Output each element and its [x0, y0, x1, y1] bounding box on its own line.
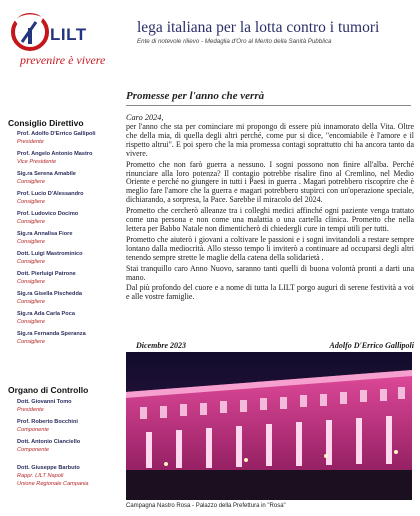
member-name: Dott. Pierluigi Patrone — [17, 271, 76, 277]
member-name: Dott. Giuseppe Barbuto — [17, 465, 80, 471]
photo-caption: Campagna Nastro Rosa - Palazzo della Prefettura in "Rosa" — [126, 503, 286, 509]
member-name: Prof. Adolfo D'Errico Gallipoli — [17, 131, 96, 137]
direttivo-heading: Consiglio Direttivo — [8, 118, 84, 128]
board-member — [17, 290, 82, 306]
member-name: Prof. Roberto Bocchini — [17, 419, 78, 425]
member-role: Consigliere — [17, 299, 45, 305]
letter-paragraph: Dal più profondo del cuore e a nome di tutta la LILT porgo auguri di serene festività a voi e alle vostre famiglie. — [126, 283, 414, 302]
letter-paragraph: Prometto che cercherò alleanze tra i colleghi medici affinché ogni paziente venga trattato come una persona e non come una malattia o una cartella clinica. Prometto che nella lettera per Babbo Natale non dimenticherò di chiedergli cure in tempi utili per tutti. — [126, 206, 414, 233]
member-role: Vice Presidente — [17, 159, 57, 165]
member-name: Sig.ra Gisella Pischedda — [17, 291, 82, 297]
member-role: Consigliere — [17, 259, 45, 265]
member-name: Sig.ra Fernanda Speranza — [17, 331, 86, 337]
member-role: Consigliere — [17, 279, 45, 285]
letter-paragraph: Prometto che non farò guerra a nessuno. I sogni possono non finire all'alba. Perché rinunciare alla loro potenza? Il contagio potrebbe risalire fino al Cremlino, nel Medio Oriente e perché no giungere in tutti i Paesi in guerra . Magari potrebbero riscoprire che è meglio fare l'amore che la guerra e magari potrebbero stupirci con un'operazione speciale, dichiarando, a sorpresa, la Pace. Sarebbe il miracolo del 2024. — [126, 159, 414, 205]
logo-wordmark: LILT — [50, 25, 87, 44]
member-role: Consigliere — [17, 199, 45, 205]
member-role: Rappr. LILT Napoli — [17, 473, 64, 479]
league-title: lega italiana per la lotta contro i tumori — [137, 19, 380, 36]
control-member — [17, 398, 72, 414]
member-name: Dott. Antonio Cianciello — [17, 439, 81, 445]
member-name: Dott. Luigi Mastrominico — [17, 251, 83, 257]
lilt-logo — [8, 8, 128, 68]
letter-signature: Adolfo D'Errico Gallipoli — [329, 341, 414, 350]
board-member — [17, 310, 75, 326]
control-member — [17, 418, 78, 434]
league-subtitle: Ente di notevole rilievo - Medaglia d'Oro al Merito della Sanità Pubblica — [137, 38, 332, 45]
letter-body — [126, 113, 414, 304]
control-member — [17, 438, 80, 454]
board-member — [17, 170, 76, 186]
pink-palace-illustration — [126, 352, 412, 500]
member-role: Consigliere — [17, 219, 45, 225]
regional-representative — [17, 464, 89, 488]
member-role: Consigliere — [17, 319, 45, 325]
title-divider — [126, 105, 411, 106]
board-sidebar — [0, 88, 118, 516]
board-member — [17, 330, 86, 346]
member-role: Componente — [17, 427, 50, 433]
letter-salutation: Caro 2024, — [126, 113, 164, 122]
board-member — [17, 210, 78, 226]
member-role-secondary: Unione Regionale Campania — [17, 481, 89, 487]
logo-tagline: prevenire è vivere — [20, 53, 106, 67]
board-member — [17, 130, 96, 146]
member-role: Consigliere — [17, 179, 45, 185]
member-name: Sig.ra Ada Carla Poca — [17, 311, 75, 317]
board-member — [17, 250, 83, 266]
member-name: Prof. Angelo Antonio Mastro — [17, 151, 93, 157]
member-role: Presidente — [17, 139, 44, 145]
member-name: Sig.ra Annalisa Fiore — [17, 231, 73, 237]
prefecture-photo — [126, 352, 412, 500]
letter-paragraph: Prometto che aiuterò i giovani a coltivare le passioni e i sogni invitandoli a restare sempre lontano dalla mediocrità. Allo stesso tempo li inviterò a continuare ad occuparsi degli altri tenendo sempre strette le maglie della catena della solidarietà . — [126, 234, 414, 262]
member-role: Presidente — [17, 407, 44, 413]
member-role: Consigliere — [17, 339, 45, 345]
member-role: Componente — [17, 447, 50, 453]
controllo-heading: Organo di Controllo — [8, 385, 89, 395]
letter-paragraph: Stai tranquillo caro Anno Nuovo, saranno tanti quelli di buona volontà pronti a darti una mano. — [126, 263, 414, 282]
board-member — [17, 270, 76, 286]
member-name: Prof. Ludovico Docimo — [17, 211, 79, 217]
letter-date: Dicembre 2023 — [136, 341, 186, 350]
board-member — [17, 230, 72, 246]
letter-paragraph: per l'anno che sta per cominciare mi propongo di essere più innamorato della Vita. Oltre che della mia, di quella degli altri perché, come pur si dice, "encomiabile è l'amore e il rispetto altrui". E poi spero che la mia promessa contagi soprattutto chi ha ancora tanto da vivere. — [126, 122, 414, 158]
board-member — [17, 190, 84, 206]
member-role: Consigliere — [17, 239, 45, 245]
board-member — [17, 150, 92, 166]
member-name: Dott. Giovanni Tomo — [17, 399, 72, 405]
member-name: Sig.ra Serena Amabile — [17, 171, 76, 177]
article-title: Promesse per l'anno che verrà — [126, 90, 265, 102]
member-name: Prof. Lucio D'Alessandro — [17, 191, 84, 197]
